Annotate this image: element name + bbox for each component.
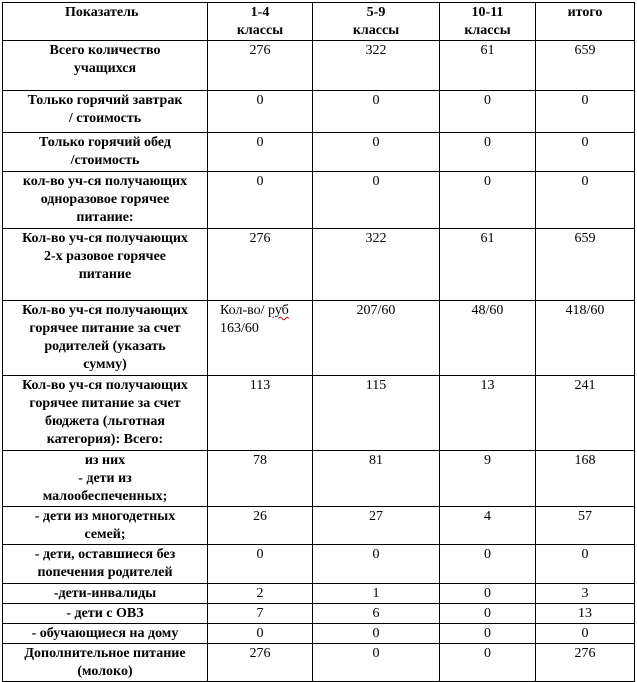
cell-rub-label: руб <box>268 303 289 318</box>
header-row <box>3 3 635 41</box>
table-row <box>3 172 635 229</box>
table-row <box>3 41 635 91</box>
table-row <box>3 133 635 172</box>
header-total-text: итого <box>567 5 603 20</box>
header-total <box>536 3 635 41</box>
row-label-line: питание <box>78 267 132 282</box>
cell-grades-1-4: 276 <box>208 41 313 91</box>
cell-total: 168 <box>536 451 635 507</box>
row-label-line: кол-во уч-ся получающих <box>22 174 188 189</box>
cell-grades-5-9: 81 <box>313 451 440 507</box>
cell-grades-10-11: 0 <box>440 545 536 584</box>
cell-grades-5-9: 0 <box>313 133 440 172</box>
table-row <box>3 451 635 507</box>
meals-table <box>2 2 635 682</box>
cell-grades-10-11: 0 <box>440 133 536 172</box>
row-label <box>3 507 208 545</box>
cell-grades-1-4: 26 <box>208 507 313 545</box>
cell-grades-10-11: 0 <box>440 644 536 682</box>
row-label <box>3 584 208 604</box>
cell-total: 0 <box>536 133 635 172</box>
header-grades-1-4 <box>208 3 313 41</box>
cell-grades-10-11: 9 <box>440 451 536 507</box>
row-label-line: -дети-инвалиды <box>53 586 157 601</box>
row-label-line: / стоимость <box>68 111 142 126</box>
cell-grades-10-11: 0 <box>440 624 536 644</box>
header-grades-5-9-bottom: классы <box>352 23 400 38</box>
cell-grades-10-11: 0 <box>440 91 536 133</box>
cell-grades-5-9: 0 <box>313 91 440 133</box>
row-label-line: /стоимость <box>70 153 140 168</box>
row-label-line: 2-х разовое горячее <box>43 249 166 264</box>
row-label-line: - дети из многодетных <box>34 509 176 524</box>
cell-total: 0 <box>536 91 635 133</box>
table-row <box>3 624 635 644</box>
row-label <box>3 172 208 229</box>
cell-grades-10-11: 13 <box>440 376 536 451</box>
cell-grades-5-9: 0 <box>313 644 440 682</box>
cell-grades-1-4: 7 <box>208 604 313 624</box>
row-label <box>3 229 208 301</box>
cell-grades-1-4: 276 <box>208 644 313 682</box>
row-label-line: Только горячий завтрак <box>27 93 183 108</box>
table-row <box>3 376 635 451</box>
cell-total: 241 <box>536 376 635 451</box>
row-label-line: Только горячий обед <box>39 135 171 150</box>
cell-grades-1-4: 0 <box>208 545 313 584</box>
cell-grades-1-4: 113 <box>208 376 313 451</box>
cell-count-value: 163/60 <box>220 321 259 336</box>
cell-grades-1-4: 2 <box>208 584 313 604</box>
row-label <box>3 133 208 172</box>
cell-grades-5-9: 115 <box>313 376 440 451</box>
cell-grades-5-9: 27 <box>313 507 440 545</box>
row-label <box>3 451 208 507</box>
table-row <box>3 545 635 584</box>
table-row <box>3 507 635 545</box>
table-row <box>3 229 635 301</box>
cell-grades-1-4: 0 <box>208 133 313 172</box>
cell-grades-5-9: 1 <box>313 584 440 604</box>
cell-total: 0 <box>536 172 635 229</box>
row-label-line: сумму) <box>83 357 127 372</box>
header-grades-10-11-top: 10-11 <box>471 5 504 20</box>
row-label-line: категория): Всего: <box>46 432 164 447</box>
row-label-line: Кол-во уч-ся получающих <box>22 378 188 393</box>
cell-grades-5-9: 0 <box>313 624 440 644</box>
cell-total: 659 <box>536 229 635 301</box>
row-label-line: Всего количество <box>49 43 161 58</box>
header-grades-10-11 <box>440 3 536 41</box>
row-label-line: родителей (указать <box>44 339 166 354</box>
cell-total: 0 <box>536 545 635 584</box>
row-label <box>3 301 208 376</box>
cell-total: 13 <box>536 604 635 624</box>
table-row <box>3 301 635 376</box>
cell-grades-1-4: 0 <box>208 91 313 133</box>
cell-grades-10-11: 0 <box>440 584 536 604</box>
header-grades-10-11-bottom: классы <box>464 23 511 38</box>
row-label-line: бюджета (льготная <box>45 414 165 429</box>
row-label-line: питание: <box>76 210 134 225</box>
table-row <box>3 91 635 133</box>
table-row <box>3 584 635 604</box>
cell-grades-1-4 <box>208 301 313 376</box>
cell-grades-5-9: 6 <box>313 604 440 624</box>
row-label-line: Дополнительное питание <box>24 646 186 661</box>
cell-grades-10-11: 0 <box>440 604 536 624</box>
row-label-line: - дети из <box>78 471 132 486</box>
cell-total: 3 <box>536 584 635 604</box>
header-grades-5-9-top: 5-9 <box>366 5 386 20</box>
cell-grades-5-9: 322 <box>313 41 440 91</box>
cell-grades-1-4: 78 <box>208 451 313 507</box>
cell-total: 418/60 <box>536 301 635 376</box>
table-row <box>3 604 635 624</box>
cell-total: 276 <box>536 644 635 682</box>
cell-grades-5-9: 0 <box>313 172 440 229</box>
cell-total: 57 <box>536 507 635 545</box>
cell-grades-1-4: 0 <box>208 172 313 229</box>
row-label-line: малообеспеченных; <box>42 489 168 504</box>
row-label-line: горячее питание за счет <box>29 321 181 336</box>
cell-total: 0 <box>536 624 635 644</box>
row-label <box>3 376 208 451</box>
row-label-line: попечения родителей <box>37 565 173 580</box>
cell-grades-1-4: 0 <box>208 624 313 644</box>
row-label-line: - дети, оставшиеся без <box>34 547 176 562</box>
row-label-line: учащихся <box>73 61 137 76</box>
cell-count-label: Кол-во/ <box>220 303 265 318</box>
cell-grades-10-11: 0 <box>440 172 536 229</box>
row-label-line: - обучающиеся на дому <box>31 626 179 641</box>
header-grades-5-9 <box>313 3 440 41</box>
cell-grades-1-4: 276 <box>208 229 313 301</box>
row-label-line: горячее питание за счет <box>29 396 181 411</box>
row-label <box>3 604 208 624</box>
cell-grades-10-11: 61 <box>440 41 536 91</box>
cell-grades-5-9: 322 <box>313 229 440 301</box>
header-indicator-text: Показатель <box>65 5 139 20</box>
row-label-line: семей; <box>84 527 126 542</box>
cell-grades-10-11: 61 <box>440 229 536 301</box>
row-label <box>3 91 208 133</box>
row-label-line: одноразовое горячее <box>40 192 170 207</box>
row-label-line: (молоко) <box>77 664 133 679</box>
cell-grades-5-9: 207/60 <box>313 301 440 376</box>
row-label <box>3 624 208 644</box>
cell-grades-10-11: 48/60 <box>440 301 536 376</box>
cell-grades-10-11: 4 <box>440 507 536 545</box>
row-label-line: - дети с ОВЗ <box>66 606 144 621</box>
header-indicator <box>3 3 208 41</box>
cell-grades-5-9: 0 <box>313 545 440 584</box>
row-label-line: Кол-во уч-ся получающих <box>22 303 188 318</box>
header-grades-1-4-top: 1-4 <box>250 5 270 20</box>
row-label-line: из них <box>84 453 126 468</box>
row-label-line: Кол-во уч-ся получающих <box>22 231 188 246</box>
header-grades-1-4-bottom: классы <box>236 23 284 38</box>
row-label <box>3 41 208 91</box>
row-label <box>3 545 208 584</box>
cell-total: 659 <box>536 41 635 91</box>
